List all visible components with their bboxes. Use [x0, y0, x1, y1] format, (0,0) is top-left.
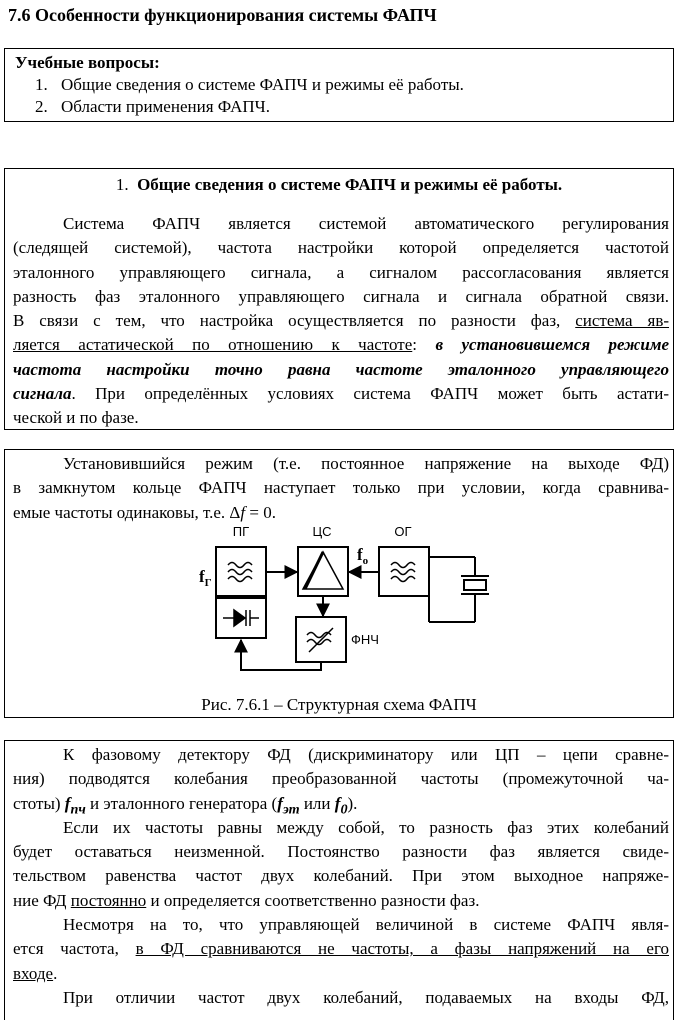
text-line	[13, 333, 669, 357]
text-line: К фазовому детектору ФД (дискриминатору или ЦП – цепи сравне-	[63, 745, 669, 764]
text-fragment: = 0.	[245, 502, 276, 522]
oscillator-icon	[228, 563, 252, 582]
underlined-text: входе	[13, 963, 54, 983]
text-fragment: ние ФД	[13, 890, 71, 910]
text-line	[13, 937, 669, 961]
text-line: Несмотря на то, что управляющей величиной в системе ФАПЧ явля-	[63, 915, 669, 935]
section1-paragraph	[13, 212, 669, 431]
underlined-text: система яв-	[575, 311, 670, 331]
section1-number: 1.	[115, 175, 129, 194]
text-fragment: емые частоты одинаковы, т.е. Δ	[13, 502, 241, 522]
list-item-text: Области применения ФАПЧ.	[61, 97, 270, 116]
varicap-icon	[223, 610, 259, 626]
text-line	[13, 962, 669, 986]
emphasis-text: сигнала	[13, 384, 72, 404]
subscript: эт	[282, 800, 300, 817]
text-line: Если их частоты равны между собой, то разность фаз этих колебаний	[63, 817, 669, 837]
crystal-resonator-icon	[429, 557, 489, 622]
page-heading: 7.6 Особенности функционирования системы ФАПЧ	[8, 5, 437, 25]
text-line	[13, 309, 669, 333]
emphasis-line: частота настройки точно равна частоте эталонного управляющего	[13, 359, 669, 379]
phase-detector-box	[4, 740, 674, 1020]
text-line	[13, 792, 669, 816]
list-item-number: 2.	[35, 97, 48, 116]
pg-block	[216, 547, 266, 596]
steady-state-box	[4, 449, 674, 718]
oscillator-icon	[391, 563, 415, 582]
list-item-number: 1.	[35, 75, 48, 94]
symbol-f: f	[277, 793, 283, 813]
subscript: пч	[70, 800, 86, 817]
phase-detector-paragraph	[13, 743, 669, 1010]
figure-caption: Рис. 7.6.1 – Структурная схема ФАПЧ	[201, 695, 477, 714]
fo-label: $f_o$	[357, 545, 369, 567]
og-block	[379, 547, 429, 596]
section1-box	[4, 168, 674, 430]
steady-state-paragraph	[13, 452, 669, 525]
study-questions-list	[35, 74, 464, 118]
text-fragment: В связи с тем, что настройка осуществляется по разности фаз,	[13, 311, 561, 331]
list-item-text: Общие сведения о системе ФАПЧ и режимы её работы.	[61, 75, 464, 94]
symbol-f: f	[64, 793, 71, 813]
text-line: Система ФАПЧ является системой автоматического регулирования	[63, 214, 669, 233]
text-fragment: и определяется соответственно разности фаз.	[146, 890, 480, 910]
fg-label: $f_Г$	[199, 567, 212, 589]
underlined-text: ляется астатической по отношению к частоте	[13, 335, 413, 355]
text-line: ческой и по фазе.	[13, 408, 139, 428]
text-fragment: и эталонного генератора (	[85, 793, 278, 813]
underlined-text: в ФД сравниваются не частоты, а фазы напряжений на его	[135, 939, 669, 959]
text-line: Установившийся режим (т.е. постоянное напряжение на выходе ФД)	[63, 454, 669, 473]
text-line: (следящей системой), частота настройки которой определяется частотой	[13, 238, 669, 258]
text-line: При отличии частот двух колебаний, подаваемых на входы ФД,	[63, 987, 669, 1007]
text-line: эталонного управляющего сигнала, а сигналом рассогласования является	[13, 262, 669, 282]
symbol-f: f	[334, 793, 341, 813]
text-line: разность фаз эталонного управляющего сигнала и сигнала обратной связи.	[13, 286, 669, 306]
text-line: ния) подводятся колебания преобразованной частоты (промежуточной ча-	[13, 769, 669, 789]
cs-label: ЦС	[312, 524, 332, 539]
pll-block-diagram	[185, 522, 505, 682]
subscript: 0	[340, 800, 348, 817]
text-line: в замкнутом кольце ФАПЧ наступает только при условии, когда сравнива-	[13, 478, 669, 498]
section1-title-text: Общие сведения о системе ФАПЧ и режимы её работы.	[137, 175, 563, 194]
symbol-f: f	[240, 502, 246, 522]
text-fragment: или	[299, 793, 335, 813]
study-questions-title: Учебные вопросы:	[15, 53, 160, 72]
fnch-label: ФНЧ	[351, 632, 379, 647]
pg-label: ПГ	[232, 524, 250, 539]
text-fragment: стоты)	[13, 793, 65, 813]
underlined-text: постоянно	[70, 890, 147, 910]
text-line	[13, 889, 669, 913]
filter-icon	[307, 628, 333, 652]
text-fragment: ).	[347, 793, 358, 813]
section1-title	[5, 174, 673, 196]
og-label: ОГ	[394, 524, 412, 539]
text-fragment: . При определённых условиях система ФАПЧ может быть астати-	[71, 384, 669, 404]
text-fragment: ется частота,	[13, 939, 136, 959]
study-questions-box	[4, 48, 674, 122]
list-item	[35, 96, 464, 118]
text-line: тельством равенства частот двух колебаний. При этом выходное напряже-	[13, 866, 669, 886]
emphasis-text: в установившемся режиме	[435, 335, 670, 355]
text-line	[13, 382, 669, 406]
text-fragment: :	[412, 335, 417, 355]
text-line: будет оставаться неизменной. Постоянство разности фаз является свиде-	[13, 842, 669, 862]
text-fragment: .	[53, 963, 58, 983]
list-item	[35, 74, 464, 96]
